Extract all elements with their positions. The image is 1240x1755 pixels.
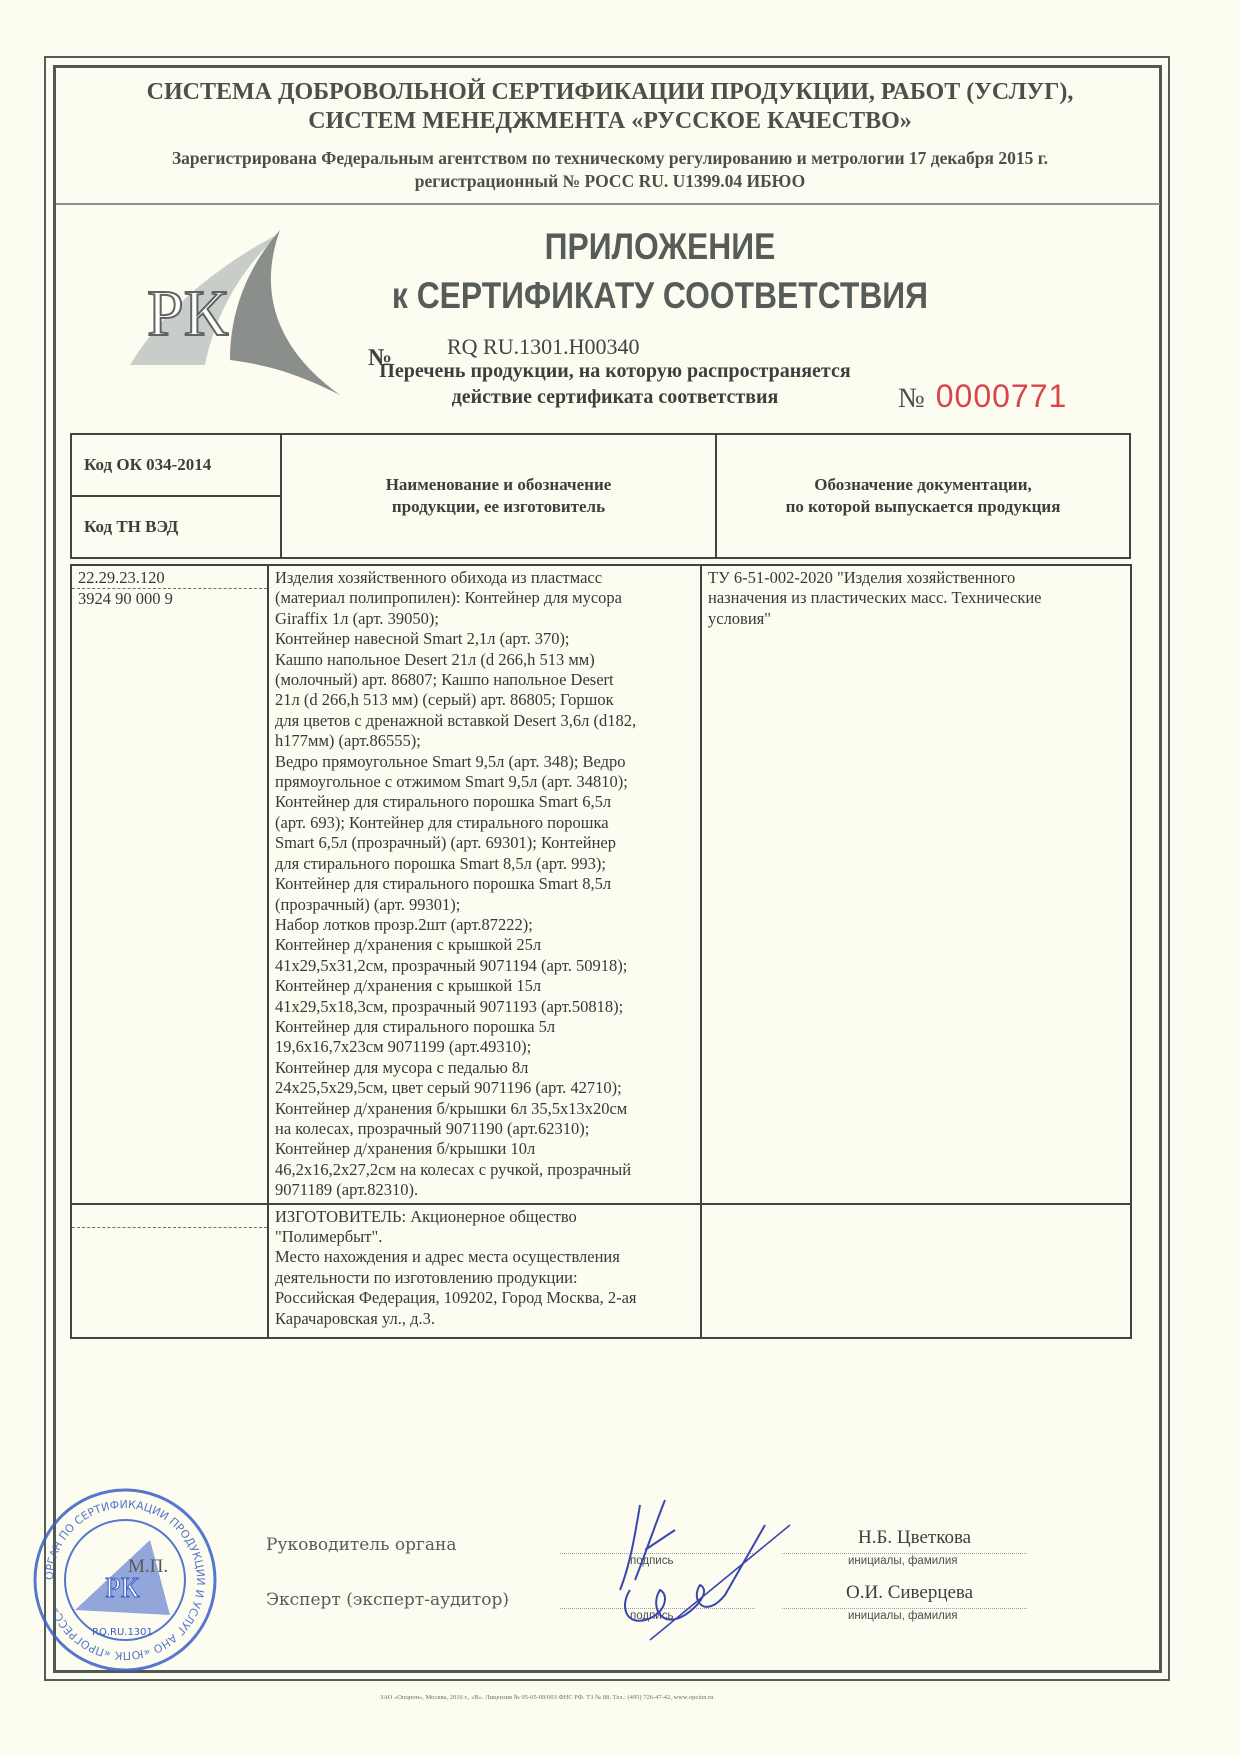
text-line: Контейнер навесной Smart 2,1л (арт. 370); xyxy=(275,629,570,649)
text-line: для цветов с дренажной вставкой Desert 3,6л (d182, xyxy=(275,710,637,730)
header-documentation-line1: Обозначение документации, xyxy=(814,475,1032,494)
stamp-logo: РК xyxy=(105,1573,140,1604)
handwritten-signature xyxy=(590,1495,810,1655)
text-line: h177мм) (арт.86555); xyxy=(275,731,421,751)
official-stamp xyxy=(30,1485,220,1675)
text-line: условия" xyxy=(708,608,772,628)
seal-label: М.П. xyxy=(128,1556,169,1577)
table-header xyxy=(70,433,1131,559)
text-line: 24x25,5x29,5см, цвет серый 9071196 (арт. 42710); xyxy=(275,1078,622,1098)
name-caption-head: инициалы, фамилия xyxy=(848,1555,958,1567)
text-line: Контейнер д/хранения с крышкой 15л xyxy=(275,976,542,996)
code-tn-value: 3924 90 000 9 xyxy=(78,589,173,608)
manufacturer-cell xyxy=(268,1204,701,1338)
header-documentation xyxy=(716,434,1130,558)
text-line: ИЗГОТОВИТЕЛЬ: Акционерное общество xyxy=(275,1206,577,1226)
text-line: Контейнер д/хранения б/крышки 10л xyxy=(275,1139,536,1159)
text-line: Контейнер для стирального порошка 5л xyxy=(275,1016,556,1036)
header-code-ok: Код ОК 034-2014 xyxy=(71,434,281,496)
text-line: 41x29,5x18,3см, прозрачный 9071193 (арт.50818); xyxy=(275,996,624,1016)
registration-line2: регистрационный № РОСС RU. U1399.04 ИБЮО xyxy=(414,171,806,191)
signature-caption-head: подпись xyxy=(630,1555,674,1567)
text-line: Giraffix 1л (арт. 39050); xyxy=(275,608,439,628)
text-line: (молочный) арт. 86807; Кашпо напольное Desert xyxy=(275,670,614,690)
certificate-title: к СЕРТИФИКАТУ СООТВЕТСТВИЯ xyxy=(391,275,929,316)
system-title-line1: СИСТЕМА ДОБРОВОЛЬНОЙ СЕРТИФИКАЦИИ ПРОДУКЦИИ, РАБОТ (УСЛУГ), xyxy=(146,79,1074,105)
text-line: (арт. 693); Контейнер для стирального порошка xyxy=(275,812,609,832)
name-caption-expert: инициалы, фамилия xyxy=(848,1610,958,1622)
text-line: Smart 6,5л (прозрачный) (арт. 69301); Контейнер xyxy=(275,833,616,853)
text-line: для стирального порошка Smart 8,5л (арт. 993); xyxy=(275,853,606,873)
text-line: Контейнер для стирального порошка Smart 6,5л xyxy=(275,792,612,812)
logo-letters: РК xyxy=(147,277,228,350)
codes-cell-empty xyxy=(71,1204,268,1338)
head-name: Н.Б. Цветкова xyxy=(858,1527,972,1548)
system-title-line2: СИСТЕМ МЕНЕДЖМЕНТА «РУССКОЕ КАЧЕСТВО» xyxy=(308,108,912,134)
table-row xyxy=(71,1204,1131,1338)
expert-name: О.И. Сиверцева xyxy=(846,1582,974,1603)
documentation-cell-empty xyxy=(701,1204,1131,1338)
text-line: Контейнер для мусора с педалью 8л xyxy=(275,1057,529,1077)
text-line: Кашпо напольное Desert 21л (d 266,h 513 мм) xyxy=(275,649,595,669)
printer-imprint: ЗАО «Опцион», Москва, 2016 г., «В». Лицензия № 05-05-09/003 ФНС РФ. ТЗ № 88. Тел.: (495) 726-47-42, www.opcion.ru xyxy=(380,1694,714,1701)
text-line: деятельности по изготовлению продукции: xyxy=(275,1267,578,1287)
form-number-sign: № xyxy=(898,383,926,414)
text-line: ТУ 6-51-002-2020 "Изделия хозяйственного xyxy=(708,568,1016,587)
header-divider xyxy=(56,203,1160,205)
certificate-number: RQ RU.1301.H00340 xyxy=(447,334,640,359)
text-line: Контейнер д/хранения с крышкой 25л xyxy=(275,935,542,955)
header-product-name xyxy=(281,434,716,558)
text-line: на колесах, прозрачный 9071190 (арт.62310); xyxy=(275,1118,590,1138)
name-line-expert xyxy=(782,1608,1027,1609)
stamp-ring-text: ОРГАН ПО СЕРТИФИКАЦИИ ПРОДУКЦИИ И УСЛУГ АНО «ЮПК «ПРОГРЕСС» xyxy=(42,1497,208,1663)
dashed-divider xyxy=(72,1207,267,1228)
text-line: "Полимербыт". xyxy=(275,1227,383,1246)
name-line-head xyxy=(782,1553,1027,1554)
table-row xyxy=(71,565,1131,1204)
header-code-tn: Код ТН ВЭД xyxy=(71,496,281,558)
form-number xyxy=(898,378,1067,415)
signature-caption-expert: подпись xyxy=(630,1610,674,1622)
text-line: Набор лотков прозр.2шт (арт.87222); xyxy=(275,914,533,934)
appendix-title: ПРИЛОЖЕНИЕ xyxy=(544,226,776,267)
text-line: Место нахождения и адрес места осуществления xyxy=(275,1247,620,1267)
text-line: Изделия хозяйственного обихода из пластмасс xyxy=(275,568,603,587)
text-line: 19,6x16,7x23см 9071199 (арт.49310); xyxy=(275,1037,532,1057)
text-line: назначения из пластических масс. Технические xyxy=(708,588,1042,608)
subtitle-line1: Перечень продукции, на которую распространяется xyxy=(379,360,851,382)
text-line: 41x29,5x31,2см, прозрачный 9071194 (арт. 50918); xyxy=(275,955,628,975)
head-label: Руководитель органа xyxy=(266,1535,457,1555)
text-line: Карачаровская ул., д.3. xyxy=(275,1308,435,1328)
text-line: 9071189 (арт.82310). xyxy=(275,1180,419,1200)
expert-label: Эксперт (эксперт-аудитор) xyxy=(266,1590,510,1610)
form-number-value: 0000771 xyxy=(935,378,1068,414)
codes-cell xyxy=(71,565,268,1204)
text-line: Ведро прямоугольное Smart 9,5л (арт. 348); Ведро xyxy=(275,751,626,771)
product-list-cell xyxy=(268,565,701,1204)
text-line: 46,2x16,2x27,2см на колесах с ручкой, прозрачный xyxy=(275,1159,632,1179)
text-line: (материал полипропилен): Контейнер для мусора xyxy=(275,588,623,608)
number-sign: № xyxy=(368,345,393,371)
product-table xyxy=(70,564,1132,1339)
text-line: прямоугольное с отжимом Smart 9,5л (арт. 34810); xyxy=(275,772,628,792)
text-line: Российская Федерация, 109202, Город Москва, 2-ая xyxy=(275,1288,637,1308)
text-line: Контейнер д/хранения б/крышки 6л 35,5x13x20см xyxy=(275,1098,628,1118)
code-ok-value: 22.29.23.120 xyxy=(72,568,267,589)
stamp-number: RQ.RU.1301 xyxy=(92,1627,153,1638)
text-line: Контейнер для стирального порошка Smart 8,5л xyxy=(275,874,612,894)
header-documentation-line2: по которой выпускается продукция xyxy=(785,497,1061,516)
header-product-name-line1: Наименование и обозначение xyxy=(385,475,612,494)
registration-line1: Зарегистрирована Федеральным агентством по техническому регулированию и метрологии 17 декабря 2015 г. xyxy=(171,148,1049,168)
text-line: (прозрачный) (арт. 99301); xyxy=(275,894,461,914)
text-line: 21л (d 266,h 513 мм) (серый) арт. 86805; Горшок xyxy=(275,690,614,710)
subtitle-line2: действие сертификата соответствия xyxy=(451,386,779,408)
documentation-cell xyxy=(701,565,1131,1204)
header-product-name-line2: продукции, ее изготовитель xyxy=(391,497,606,516)
